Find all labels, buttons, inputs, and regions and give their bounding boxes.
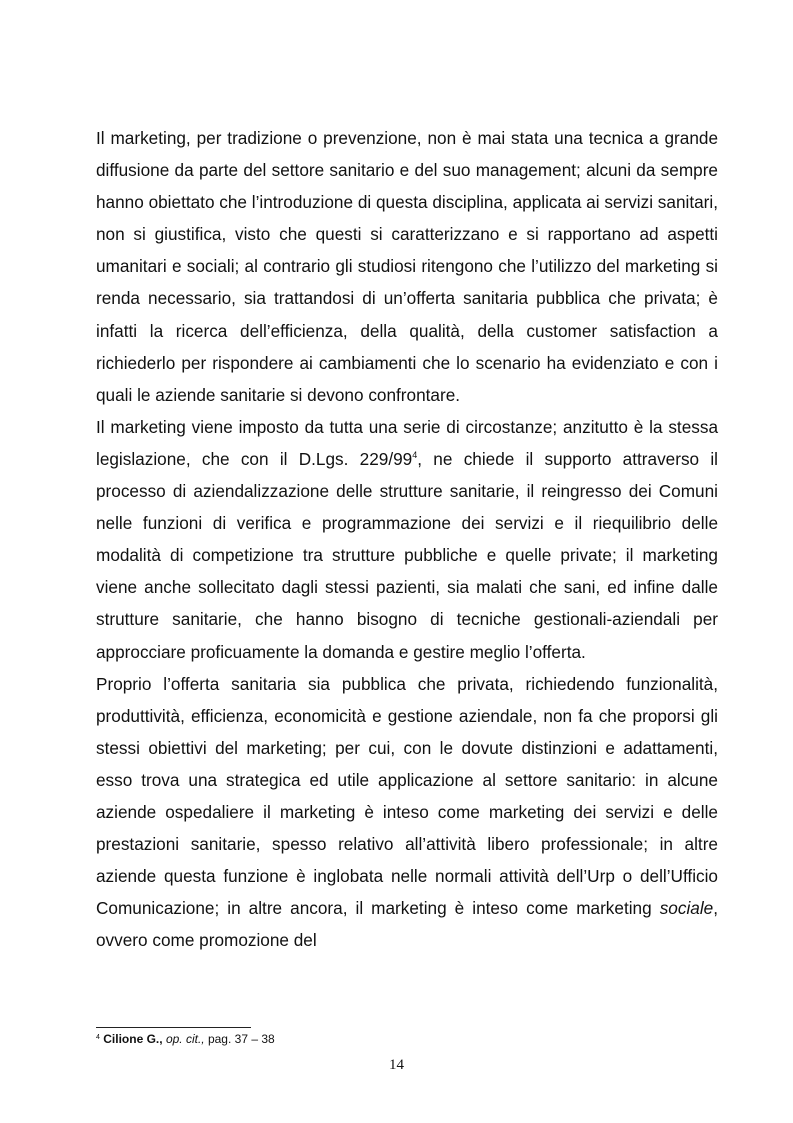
- page-number: 14: [389, 1057, 404, 1073]
- paragraph-2-text-start: Il marketing viene imposto da tutta una serie di circostanze; anzitutto è la stessa legislazione, che con il D.Lgs. 229/99: [96, 416, 718, 469]
- paragraph-2: [96, 411, 718, 668]
- paragraph-3-text-end: , ovvero come promozione del: [96, 898, 718, 951]
- paragraph-3-text-start: Proprio l’offerta sanitaria sia pubblica che privata, richiedendo funzionalità, produttività, efficienza, economicità e gestione aziendale, non fa che proporsi gli stessi obiettivi del marketing; per cui, con le dovute distinzioni e adattamenti, esso trova una strategica ed utile applicazione al settore sanitario: in alcune aziende ospedaliere il marketing è inteso come marketing dei servizi e delle prestazioni sanitarie, spesso relativo all’attività libero professionale; in altre aziende questa funzione è inglobata nelle normali attività dell’Urp o dell’Ufficio Comunicazione; in altre ancora, il marketing è inteso come marketing: [96, 673, 718, 919]
- body-text: [96, 122, 718, 956]
- paragraph-3: [96, 668, 718, 957]
- paragraph-1: [96, 122, 718, 411]
- footnote: [96, 1031, 718, 1047]
- footnote-reference[interactable]: 4: [412, 449, 418, 460]
- footnote-separator: [96, 1027, 251, 1028]
- paragraph-2-text-end: , ne chiede il supporto attraverso il processo di aziendalizzazione delle strutture sanitarie, il reingresso dei Comuni nelle funzioni di verifica e programmazione dei servizi e il riequilibrio delle modalità di competizione tra strutture pubbliche e quelle private; il marketing viene anche sollecitato dagli stessi pazienti, sia malati che sani, ed infine dalle strutture sanitarie, che hanno bisogno di tecniche gestionali-aziendali per approcciare proficuamente la domanda e gestire meglio l’offerta.: [96, 448, 718, 662]
- italic-term: sociale: [659, 898, 714, 919]
- footnote-author: Cilione G.,: [103, 1032, 163, 1046]
- footnote-pages: pag. 37 – 38: [204, 1032, 275, 1046]
- footnote-source: op. cit.,: [165, 1032, 205, 1046]
- footnote-number: 4: [96, 1034, 100, 1041]
- paragraph-1-text: Il marketing, per tradizione o prevenzione, non è mai stata una tecnica a grande diffusione da parte del settore sanitario e del suo management; alcuni da sempre hanno obiettato che l’introduzione di questa disciplina, applicata ai servizi sanitari, non si giustifica, visto che questi si caratterizzano e si rapportano ad aspetti umanitari e sociali; al contrario gli studiosi ritengono che l’utilizzo del marketing si renda necessario, sia trattandosi di un’offerta sanitaria pubblica che privata; è infatti la ricerca dell’efficienza, della qualità, della customer satisfaction a richiederlo per rispondere ai cambiamenti che lo scenario ha evidenziato e con i quali le aziende sanitarie si devono confrontare.: [96, 128, 718, 405]
